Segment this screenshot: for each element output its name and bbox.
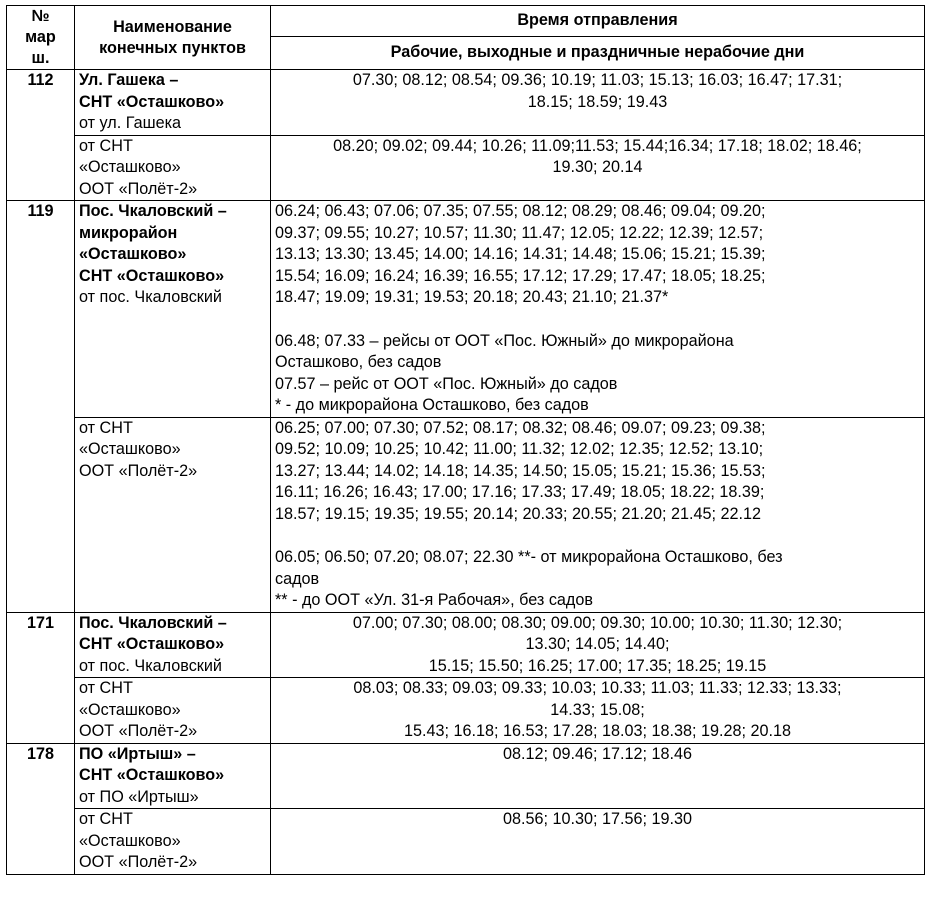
note: 07.57 – рейс от ООТ «Пос. Южный» до садов xyxy=(275,374,618,393)
route-number: 178 xyxy=(7,743,75,874)
times-cell: 06.24; 06.43; 07.06; 07.35; 07.55; 08.12; 08.29; 08.46; 09.04; 09.20; 09.37; 09.55; 10.27; 10.57; 11.30; 11.47; 12.05; 12.22; 12.39; 12.57; 13.13; 13.30; 13.45; 14.00; 14.16; 14.31; 14.48; 15.06; 15.21; 15.39; 15.54; 16.09; 16.24; 16.39; 16.55; 17.12; 17.29; 17.47; 18.05; 18.25; 18.47; 19.09; 19.31; 19.53; 20.18; 20.43; 21.10; 21.37* 06.48; 07.33 – рейсы от ООТ «Пос. Южный» до микрорайона Осташково, без садов 07.57 – рейс от ООТ «Пос. Южный» до садов * - до микрорайона Осташково, без садов xyxy=(271,201,925,418)
route-number-header: № мар ш. xyxy=(7,6,75,70)
route-number: 119 xyxy=(7,201,75,613)
endpoint-cell: Пос. Чкаловский – микрорайон «Осташково» СНТ «Осташково» от пос. Чкаловский xyxy=(75,201,271,418)
endpoints-header: Наименование конечных пунктов xyxy=(75,6,271,70)
header-row xyxy=(7,6,925,37)
times-cell: 07.00; 07.30; 08.00; 08.30; 09.00; 09.30; 10.00; 10.30; 11.30; 12.30; 13.30; 14.05; 14.40; 15.15; 15.50; 16.25; 17.00; 17.35; 18.25; 19.15 xyxy=(271,612,925,678)
route-number: 171 xyxy=(7,612,75,743)
times-cell: 08.20; 09.02; 09.44; 10.26; 11.09;11.53; 15.44;16.34; 17.18; 18.02; 18.46; 19.30; 20.14 xyxy=(271,135,925,201)
table-row xyxy=(7,417,925,612)
departure-time-header: Время отправления xyxy=(271,6,925,37)
times-cell: 06.25; 07.00; 07.30; 07.52; 08.17; 08.32; 08.46; 09.07; 09.23; 09.38; 09.52; 10.09; 10.25; 10.42; 11.00; 11.32; 12.02; 12.35; 12.52; 13.10; 13.27; 13.44; 14.02; 14.18; 14.35; 14.50; 15.05; 15.21; 15.36; 15.53; 16.11; 16.26; 16.43; 17.00; 17.16; 17.33; 17.49; 18.05; 18.22; 18.39; 18.57; 19.15; 19.35; 19.55; 20.14; 20.33; 20.55; 21.20; 21.45; 22.12 06.05; 06.50; 07.20; 08.07; 22.30 **- от микрорайона Осташково, без садов ** - до ООТ «Ул. 31-я Рабочая», без садов xyxy=(271,417,925,612)
route-number: 112 xyxy=(7,70,75,201)
endpoint-cell: от СНТ «Осташково» ООТ «Полёт-2» xyxy=(75,417,271,612)
times-cell: 08.12; 09.46; 17.12; 18.46 xyxy=(271,743,925,809)
note: ** - до ООТ «Ул. 31-я Рабочая», без садов xyxy=(275,591,593,609)
note: Осташково, без садов xyxy=(275,353,442,371)
table-row xyxy=(7,678,925,744)
days-header: Рабочие, выходные и праздничные нерабочие дни xyxy=(271,37,925,70)
note: 06.05; 06.50; 07.20; 08.07; 22.30 **- от микрорайона Осташково, без xyxy=(275,548,783,566)
endpoint-cell: от СНТ «Осташково» ООТ «Полёт-2» xyxy=(75,809,271,875)
endpoint-cell: Ул. Гашека – СНТ «Осташково» от ул. Гашека xyxy=(75,70,271,136)
table-row xyxy=(7,70,925,136)
schedule-table xyxy=(6,5,925,875)
note: * - до микрорайона Осташково, без садов xyxy=(275,396,589,414)
endpoint-cell: от СНТ «Осташково» ООТ «Полёт-2» xyxy=(75,135,271,201)
note: 06.48; 07.33 – рейсы от ООТ «Пос. Южный» до микрорайона xyxy=(275,331,734,350)
endpoint-cell: ПО «Иртыш» – СНТ «Осташково» от ПО «Иртыш» xyxy=(75,743,271,809)
note: садов xyxy=(275,569,320,588)
times-cell: 08.56; 10.30; 17.56; 19.30 xyxy=(271,809,925,875)
times-cell: 07.30; 08.12; 08.54; 09.36; 10.19; 11.03; 15.13; 16.03; 16.47; 17.31; 18.15; 18.59; 19.43 xyxy=(271,70,925,136)
times-cell: 08.03; 08.33; 09.03; 09.33; 10.03; 10.33; 11.03; 11.33; 12.33; 13.33; 14.33; 15.08; 15.43; 16.18; 16.53; 17.28; 18.03; 18.38; 19.28; 20.18 xyxy=(271,678,925,744)
endpoint-cell: от СНТ «Осташково» ООТ «Полёт-2» xyxy=(75,678,271,744)
table-row xyxy=(7,612,925,678)
table-row xyxy=(7,743,925,809)
endpoint-cell: Пос. Чкаловский – СНТ «Осташково» от пос. Чкаловский xyxy=(75,612,271,678)
table-row xyxy=(7,809,925,875)
table-row xyxy=(7,135,925,201)
table-row xyxy=(7,201,925,418)
